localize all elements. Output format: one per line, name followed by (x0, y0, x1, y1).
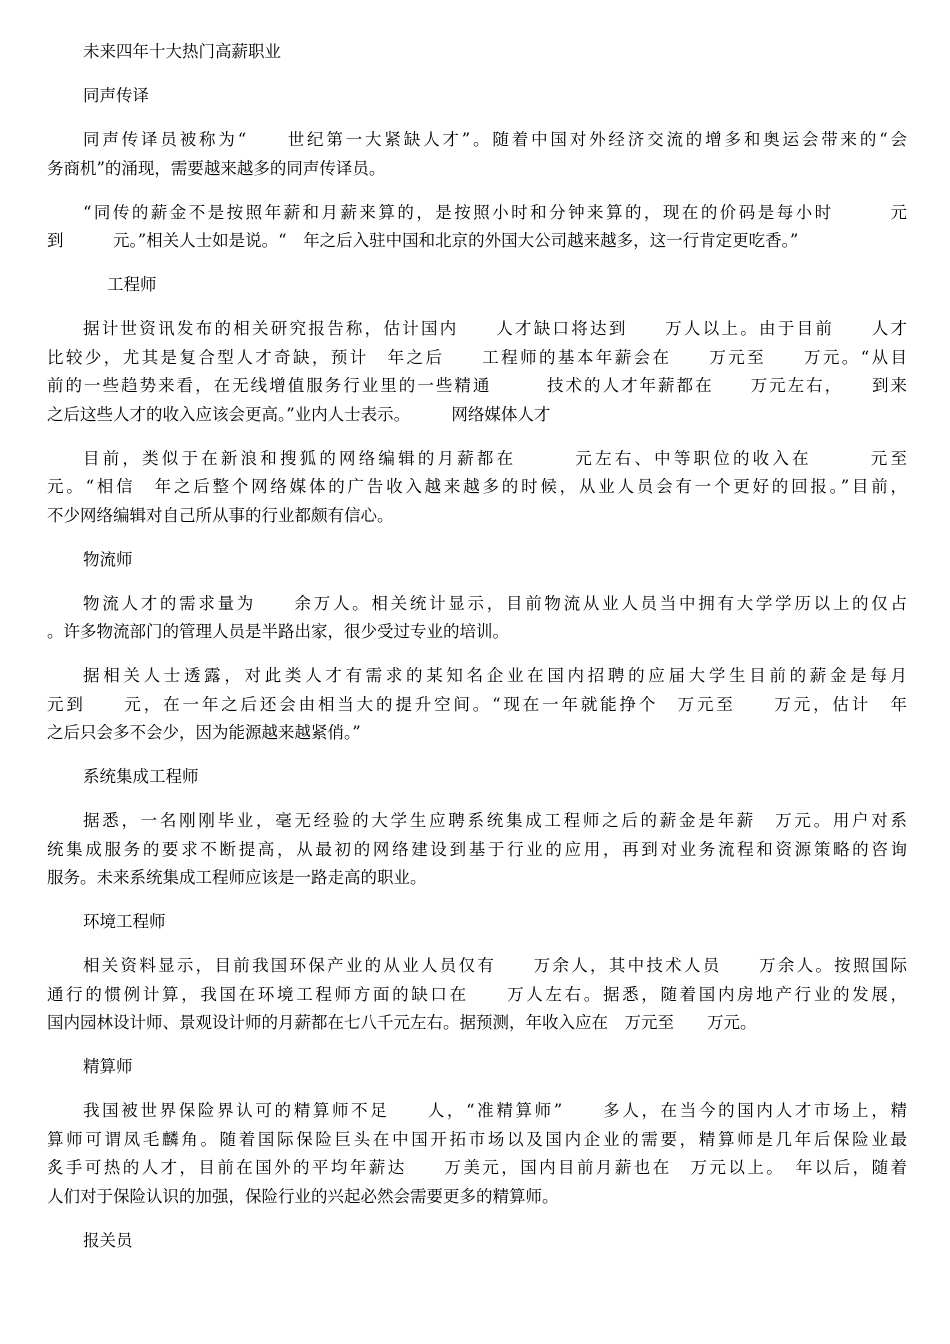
paragraph-line: 同声传译员被称为“ 世纪第一大紧缺人才”。随着中国对外经济交流的增多和奥运会带来的“会 (83, 130, 907, 149)
spacer (47, 256, 907, 272)
paragraph (47, 1097, 907, 1211)
paragraph-line: 据悉，一名刚刚毕业，毫无经验的大学生应聘系统集成工程师之后的薪金是年薪 万元。用户对系 (83, 811, 907, 830)
paragraph-line: “同传的薪金不是按照年薪和月薪来算的，是按照小时和分钟来算的，现在的价码是每小时 元 (83, 202, 907, 222)
paragraph-line: 之后只会多不会少，因为能源越来越紧俏。” (47, 723, 361, 742)
paragraph (47, 445, 907, 531)
paragraph-line: 据相关人士透露，对此类人才有需求的某知名企业在国内招聘的应届大学生目前的薪金是每月 (83, 666, 907, 685)
spacer (47, 111, 907, 127)
paragraph (47, 807, 907, 893)
paragraph-line: 统集成服务的要求不断提高，从最初的网络建设到基于行业的应用，再到对业务流程和资源策略的咨询 (47, 839, 907, 859)
paragraph-line: 通行的惯例计算，我国在环境工程师方面的缺口在 万人左右。据悉，随着国内房地产行业的发展， (47, 984, 907, 1004)
section-heading: 报关员 (83, 1230, 133, 1250)
paragraph-line: 元到 元，在一年之后还会由相当大的提升空间。“现在一年就能挣个 万元至 万元，估计 年 (47, 694, 907, 714)
paragraph-line: 元。“相信 年之后整个网络媒体的广告收入越来越多的时候，从业人员会有一个更好的回报。”目前， (47, 477, 907, 496)
paragraph-line: 到 元。”相关人士如是说。“ 年之后入驻中国和北京的外国大公司越来越多，这一行肯定更吃香。” (47, 231, 799, 250)
spacer (47, 647, 907, 663)
paragraph-line: 比较少，尤其是复合型人才奇缺，预计 年之后 工程师的基本年薪会在 万元至 万元。“从目 (47, 347, 907, 367)
paragraph-line: 务商机”的涌现，需要越来越多的同声传译员。 (47, 158, 386, 178)
paragraph-line: 不少网络编辑对自己所从事的行业都颇有信心。 (47, 505, 394, 525)
spacer (47, 1211, 907, 1227)
spacer (47, 183, 907, 199)
spacer (47, 574, 907, 590)
paragraph-line: 算师可谓凤毛麟角。随着国际保险巨头在中国开拓市场以及国内企业的需要，精算师是几年后保险业最 (47, 1129, 907, 1149)
paragraph (47, 662, 907, 748)
paragraph-line: 相关资料显示，目前我国环保产业的从业人员仅有 万余人，其中技术人员 万余人。按照国际 (83, 956, 907, 975)
paragraph (47, 590, 907, 647)
paragraph-line: 人们对于保险认识的加强，保险行业的兴起必然会需要更多的精算师。 (47, 1186, 559, 1206)
document-page (47, 38, 907, 1271)
section-heading: 物流师 (83, 549, 133, 569)
spacer (47, 893, 907, 909)
spacer (47, 748, 907, 764)
spacer (47, 429, 907, 445)
spacer (47, 530, 907, 546)
paragraph-line: 炙手可热的人才，目前在国外的平均年薪达 万美元，国内目前月薪也在 万元以上。 年以后，随着 (47, 1158, 907, 1177)
paragraph-line: 服务。未来系统集成工程师应该是一路走高的职业。 (47, 868, 427, 887)
spacer (47, 1038, 907, 1054)
paragraph (47, 952, 907, 1038)
spacer (47, 792, 907, 808)
paragraph-line: 物流人才的需求量为 余万人。相关统计显示，目前物流从业人员当中拥有大学学历以上的仅占 (83, 593, 907, 613)
spacer (47, 937, 907, 953)
section-heading: 环境工程师 (83, 912, 166, 931)
paragraph-line: 据计世资讯发布的相关研究报告称，估计国内 人才缺口将达到 万人以上。由于目前 人才 (83, 319, 907, 338)
section-heading: 精算师 (83, 1057, 133, 1076)
section-heading: 同声传译 (83, 86, 149, 105)
paragraph (47, 199, 907, 256)
spacer (47, 300, 907, 316)
paragraph-line: 。许多物流部门的管理人员是半路出家，很少受过专业的培训。 (47, 622, 509, 641)
section-heading: 系统集成工程师 (83, 767, 199, 786)
document-body (47, 82, 907, 1271)
paragraph (47, 315, 907, 429)
section-heading: 工程师 (107, 275, 157, 294)
document-title: 未来四年十大热门高薪职业 (83, 42, 281, 61)
spacer (47, 1082, 907, 1098)
spacer (47, 1255, 907, 1271)
paragraph-line: 之后这些人才的收入应该会更高。”业内人士表示。 网络媒体人才 (47, 404, 551, 424)
paragraph (47, 126, 907, 183)
paragraph-line: 国内园林设计师、景观设计师的月薪都在七八千元左右。据预测，年收入应在 万元至 万元。 (47, 1013, 757, 1032)
paragraph-line: 目前，类似于在新浪和搜狐的网络编辑的月薪都在 元左右、中等职位的收入在 元至 (83, 448, 907, 468)
paragraph-line: 前的一些趋势来看，在无线增值服务行业里的一些精通 技术的人才年薪都在 万元左右， 到来 (47, 376, 907, 395)
paragraph-line: 我国被世界保险界认可的精算师不足 人，“准精算师” 多人，在当今的国内人才市场上，精 (83, 1101, 907, 1120)
spacer (47, 67, 907, 83)
